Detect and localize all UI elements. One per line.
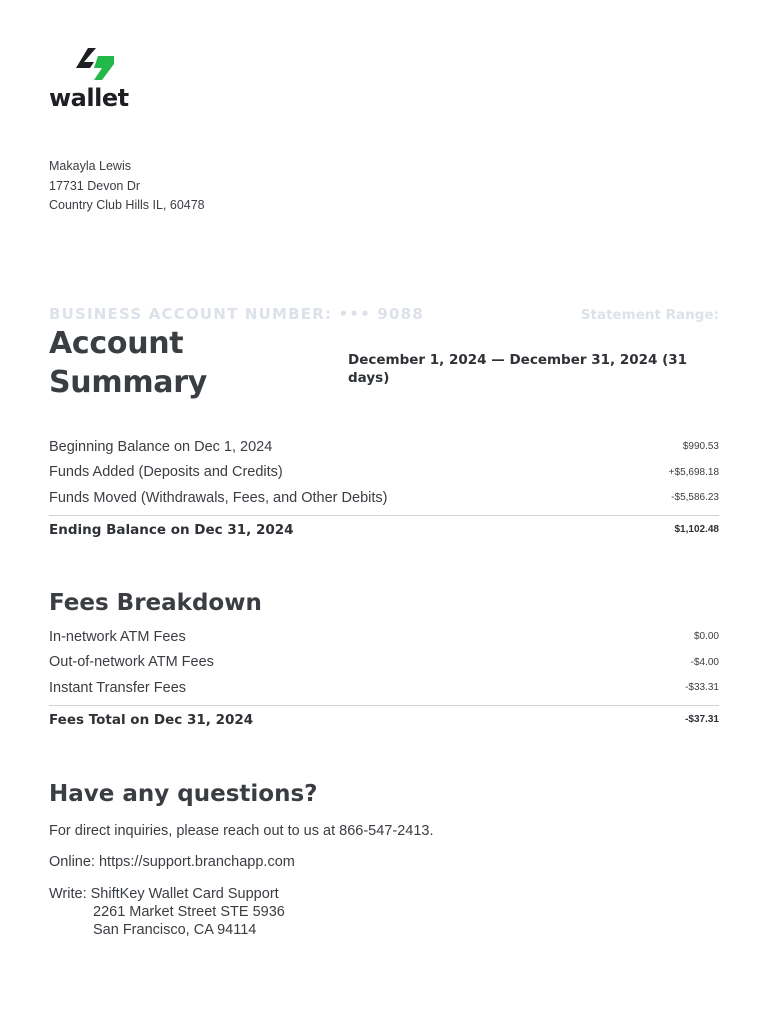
- statement-range-label: Statement Range:: [580, 307, 719, 323]
- row-label: Beginning Balance on Dec 1, 2024: [49, 438, 273, 455]
- row-label: Out-of-network ATM Fees: [49, 654, 214, 671]
- customer-street: 17731 Devon Dr: [49, 178, 141, 193]
- ending-balance-value: $1,102.48: [674, 524, 719, 536]
- table-row: [49, 460, 719, 486]
- ending-balance-row: [49, 516, 719, 544]
- customer-name: Makayla Lewis: [49, 159, 131, 173]
- row-label: In-network ATM Fees: [49, 628, 186, 645]
- row-label: Funds Moved (Withdrawals, Fees, and Other Debits): [49, 489, 388, 506]
- row-value: -$5,586.23: [671, 492, 719, 504]
- row-label: Instant Transfer Fees: [49, 679, 187, 696]
- fees-total-value: -$37.31: [685, 714, 719, 726]
- table-row: [49, 624, 719, 650]
- write-line: Write: ShiftKey Wallet Card Support: [49, 886, 279, 902]
- fees-total-row: [49, 706, 719, 734]
- row-value: +$5,698.18: [668, 466, 719, 478]
- wallet-logo: [49, 48, 149, 114]
- questions-title: Have any questions?: [49, 781, 318, 807]
- statement-range-value: December 1, 2024 — December 31, 2024 (31 days): [348, 352, 688, 386]
- account-summary-title: Account Summary: [49, 326, 207, 400]
- summary-table: [49, 434, 719, 544]
- wallet-wordmark: wallet: [49, 84, 129, 112]
- table-row: [49, 650, 719, 676]
- ending-balance-label: Ending Balance on Dec 31, 2024: [49, 521, 294, 538]
- phone-line: For direct inquiries, please reach out to us at 866-547-2413.: [49, 823, 434, 839]
- row-value: -$33.31: [685, 682, 719, 694]
- table-row: [49, 485, 719, 511]
- support-link[interactable]: Online: https://support.branchapp.com: [49, 854, 295, 870]
- table-row: [49, 675, 719, 701]
- fees-breakdown-title: Fees Breakdown: [49, 590, 262, 616]
- row-label: Funds Added (Deposits and Credits): [49, 464, 283, 481]
- table-row: [49, 434, 719, 460]
- customer-address: [49, 157, 205, 216]
- fees-table: [49, 624, 719, 734]
- row-value: -$4.00: [690, 656, 719, 668]
- row-value: $990.53: [682, 441, 719, 453]
- row-value: $0.00: [693, 631, 719, 643]
- write-line: San Francisco, CA 94114: [93, 922, 257, 938]
- customer-city: Country Club Hills IL, 60478: [49, 198, 205, 212]
- mailing-address: [49, 885, 285, 939]
- account-number: BUSINESS ACCOUNT NUMBER: ••• 9088: [49, 305, 424, 323]
- wallet-logo-icon: [76, 48, 116, 84]
- write-line: 2261 Market Street STE 5936: [93, 904, 285, 920]
- fees-total-label: Fees Total on Dec 31, 2024: [49, 711, 254, 728]
